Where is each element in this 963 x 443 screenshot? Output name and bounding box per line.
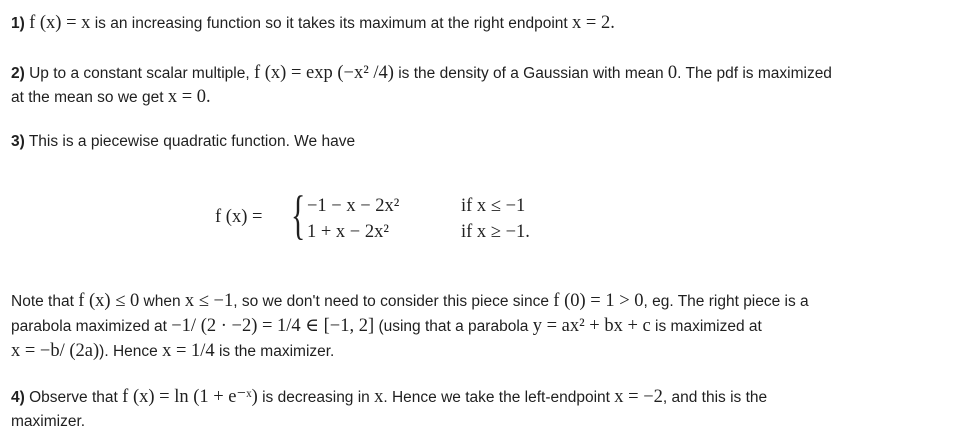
note-text-b: when — [139, 293, 185, 310]
note-math-fx-nonpos: f (x) ≤ 0 — [78, 291, 140, 311]
piecewise-row-1-cond: if x ≤ −1 — [461, 196, 526, 216]
note-line-1 — [11, 289, 809, 314]
item-4-text-c: . Hence we take the left-endpoint — [383, 389, 615, 406]
note-text-e: parabola maximized at — [11, 318, 172, 335]
item-4-text-d: , and this is the — [662, 389, 768, 406]
item-2-math-density: f (x) = exp (−x² /4) — [253, 63, 394, 83]
note-text-d: , eg. The right piece is a — [643, 293, 809, 310]
item-2-math-mean: 0 — [667, 63, 678, 83]
item-2-math-result: x = 0. — [167, 87, 211, 107]
item-4-math-endpoint: x = −2 — [614, 387, 663, 407]
piecewise-brace: { — [291, 185, 306, 245]
note-text-f: (using that a parabola — [374, 318, 533, 335]
item-4-text-e: maximizer. — [11, 413, 86, 430]
item-4-math-fx: f (x) = ln (1 + e⁻ˣ) — [122, 387, 258, 407]
piecewise-lhs: f (x) = — [215, 207, 263, 227]
note-text-c: , so we don't need to consider this piece since — [233, 293, 554, 310]
note-math-x-le: x ≤ −1 — [184, 291, 234, 311]
item-2-text-b: is the density of a Gaussian with mean — [393, 65, 668, 82]
note-line-3 — [11, 339, 334, 364]
item-4-line-1 — [11, 385, 767, 410]
note-math-vertex-formula: x = −b/ (2a) — [11, 341, 100, 361]
piecewise-row-2-cond: if x ≥ −1. — [461, 222, 530, 242]
item-1-label: 1) — [11, 15, 25, 32]
note-math-maximizer: x = 1/4 — [162, 341, 215, 361]
item-2-text-d: at the mean so we get — [11, 89, 168, 106]
note-math-f0: f (0) = 1 > 0 — [553, 291, 644, 311]
item-3-label: 3) — [11, 133, 25, 150]
item-3-text: This is a piecewise quadratic function. We have — [24, 133, 356, 150]
item-2-line-2 — [11, 85, 211, 110]
item-4-text-b: is decreasing in — [257, 389, 375, 406]
note-text-g: is maximized at — [650, 318, 762, 335]
item-2-line-1 — [11, 61, 832, 86]
note-text-i: is the maximizer. — [214, 343, 335, 360]
piecewise-row-1-expr: −1 − x − 2x² — [307, 196, 400, 216]
note-text-a: Note that — [11, 293, 79, 310]
note-line-2 — [11, 314, 762, 339]
item-4-label: 4) — [11, 389, 25, 406]
item-4-line-2 — [11, 410, 85, 434]
item-1-text: is an increasing function so it takes its maximum at the right endpoint — [90, 15, 573, 32]
item-3 — [11, 130, 355, 154]
note-text-h: ). Hence — [99, 343, 163, 360]
item-1 — [11, 11, 615, 36]
item-4-math-x: x — [374, 387, 384, 407]
item-1-math-fx: f (x) = x — [29, 13, 91, 33]
item-2-text-a: Up to a constant scalar multiple, — [24, 65, 254, 82]
note-math-vertex: −1/ (2 · −2) = 1/4 ∈ [−1, 2] — [171, 316, 375, 336]
item-2-label: 2) — [11, 65, 25, 82]
item-1-math-endpoint: x = 2. — [572, 13, 615, 33]
item-4-text-a: Observe that — [24, 389, 123, 406]
piecewise-row-2-expr: 1 + x − 2x² — [307, 222, 389, 242]
item-2-text-c: . The pdf is maximized — [677, 65, 832, 82]
note-math-parabola: y = ax² + bx + c — [532, 316, 651, 336]
